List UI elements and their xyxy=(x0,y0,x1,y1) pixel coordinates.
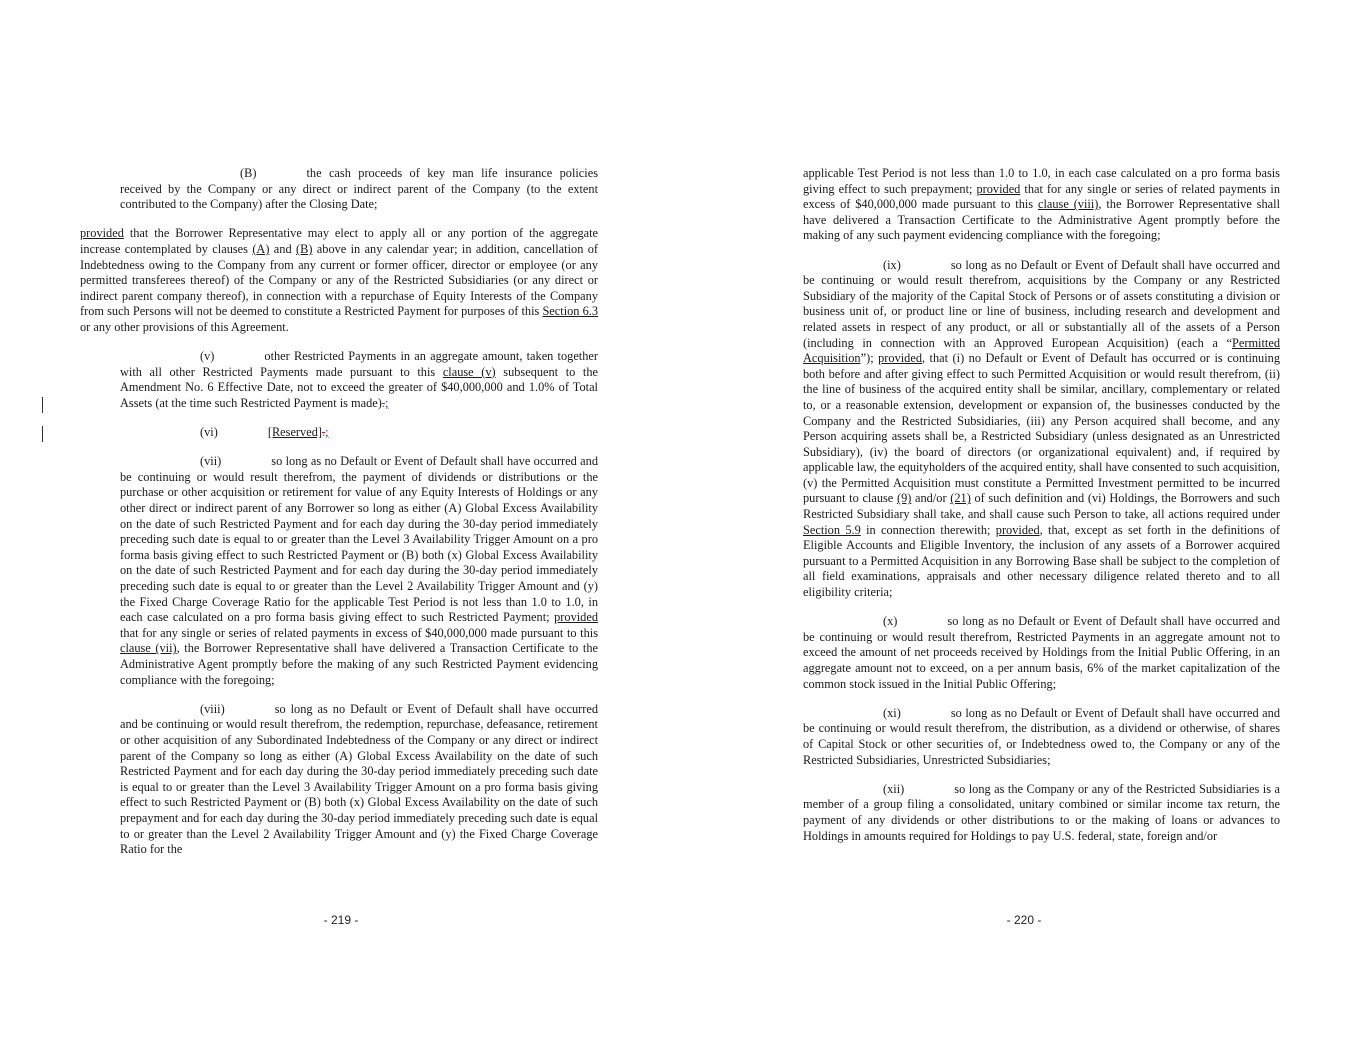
paragraph-xii: (xii) so long as the Company or any of the Restricted Subsidiaries is a member of a group filing a consolidated, unitary combined or similar income tax return, the payment of any dividends or other distributions to or the making of loans or advances to Holdings in amounts required for Holdings to pay U.S. federal, state, foreign and/or xyxy=(803,781,1280,843)
page-number: - 219 - xyxy=(323,913,359,927)
clause-number: (x) xyxy=(883,614,898,629)
paragraph-x: (x) so long as no Default or Event of Default shall have occurred and be continuing or would result therefrom, Restricted Payments in an aggregate amount not to exceed the amount of net proceeds received by Holdings from the Initial Public Offering, in an aggregate amount not to exceed, on a per annum basis, 6% of the market capitalization of the common stock issued in the Initial Public Offering; xyxy=(803,614,1280,691)
clause-number: (B) xyxy=(240,166,257,180)
paragraph-v: (v) other Restricted Payments in an aggregate amount, taken together with all other Restricted Payments made pursuant to this clause (v) subsequent to the Amendment No. 6 Effective Date, not to exceed the greater of $40,000,000 and 1.0% of Total Assets (at the time such Restricted Payment is made).; xyxy=(120,349,599,410)
provided-term: provided xyxy=(878,351,922,366)
inserted-text: ; xyxy=(325,425,329,440)
paragraph-provided: provided that the Borrower Representative may elect to apply all or any portion of the aggregate increase contemplated by clauses (A) and (B) above in any calendar year; in addition, cancellation of Indebtedness owing to the Company from any current or former officer, director or employee (or any permitted transferees thereof) of the Company or any of the Restricted Subsidiaries (or any direct or indirect parent company thereof), in connection with a repurchase of Equity Interests of the Company from such Persons will not be deemed to constitute a Restricted Payment for purposes of this Section 6.3 or any other provisions of this Agreement. xyxy=(80,226,598,334)
clause-vii-ref: clause (vii) xyxy=(120,641,177,656)
right-column xyxy=(803,166,1280,844)
clause-9-ref: (9) xyxy=(896,491,912,506)
provided-term: provided xyxy=(976,181,1021,196)
left-column xyxy=(80,166,598,858)
change-bar-vi xyxy=(42,426,43,442)
provided-term: provided xyxy=(80,226,124,241)
page-219 xyxy=(0,0,682,1055)
clause-21-ref: (21) xyxy=(950,491,971,506)
clause-v-ref: clause (v) xyxy=(442,364,496,379)
section-ref: Section 6.3 xyxy=(542,304,598,319)
provided-term-2: provided xyxy=(995,522,1040,537)
paragraph-xi: (xi) so long as no Default or Event of Default shall have occurred and be continuing or would result therefrom, the distribution, as a dividend or otherwise, of shares of Capital Stock or other securities of, or Indebtedness owed to, the Company or any of the Restricted Subsidiaries, Unrestricted Subsidiaries; xyxy=(803,705,1280,767)
permitted-acquisition-term: Permitted Acquisition xyxy=(803,335,1280,366)
section-ref: Section 5.9 xyxy=(803,522,861,537)
paragraph-vi xyxy=(120,425,598,441)
clause-B-ref: (B) xyxy=(295,241,313,256)
deleted-text: . xyxy=(321,425,326,440)
page-number: - 220 - xyxy=(1006,913,1042,927)
paragraph-vii: (vii) so long as no Default or Event of Default shall have occurred and be continuing or would result therefrom, the payment of dividends or distributions or the purchase or other acquisition or retirement for value of any Equity Interests of Holdings or any other direct or indirect parent of any Borrower so long as either (A) Global Excess Availability on the date of such Restricted Payment and for each day during the 30-day period immediately preceding such date is equal to or greater than the Level 3 Availability Trigger Amount on a pro forma basis giving effect to such Restricted Payment or (B) both (x) Global Excess Availability on the date of such Restricted Payment and for each day during the 30-day period immediately preceding such date is equal to or greater than the Level 2 Availability Trigger Amount and (y) the Fixed Charge Coverage Ratio for the applicable Test Period is not less than 1.0 to 1.0, in each case calculated on a pro forma basis giving effect to such Restricted Payment; provided that for any single or series of related payments in excess of $40,000,000 made pursuant to this clause (vii), the Borrower Representative shall have delivered a Transaction Certificate to the Administrative Agent promptly before the making of any such Restricted Payment evidencing compliance with the foregoing; xyxy=(120,454,598,687)
change-bar-v xyxy=(42,397,43,413)
paragraph-viii-cont: applicable Test Period is not less than 1.0 to 1.0, in each case calculated on a pro forma basis giving effect to such prepayment; provided that for any single or series of related payments in excess of $40,000,000 made pursuant to this clause (viii), the Borrower Representative shall have delivered a Transaction Certificate to the Administrative Agent promptly before the making of any such payment evidencing compliance with the foregoing; xyxy=(803,166,1280,243)
inserted-text: ; xyxy=(385,395,389,410)
deleted-text: . xyxy=(381,395,385,410)
clause-number: (xii) xyxy=(883,781,905,796)
paragraph-ix: (ix) so long as no Default or Event of Default shall have occurred and be continuing or would result therefrom, acquisitions by the Company or any Restricted Subsidiary of the majority of the Capital Stock of Persons or of assets constituting a division or business unit of, or product line or line of business, including research and development and related assets in respect of any product, or all or substantially all of the assets of a Person (including in connection with an Approved European Acquisition) (each a “Permitted Acquisition”); provided, that (i) no Default or Event of Default has occurred or is continuing both before and after giving effect to such Permitted Acquisition or would result therefrom, (ii) the line of business of the acquired entity shall be similar, ancillary, complementary or related to, or a reasonable extension, development or expansion of, the businesses conducted by the Company and the Restricted Subsidiaries, (iii) any Person acquired shall become, and any Person acquiring assets shall be, a Restricted Subsidiary (unless designated as an Unrestricted Subsidiary), (iv) the board of directors (or organizational equivalent) and, if required by applicable law, the equityholders of the acquired entity, shall have consented to such acquisition, (v) the Permitted Acquisition must constitute a Permitted Investment permitted to be incurred pursuant to clause (9) and/or (21) of such definition and (vi) Holdings, the Borrowers and such Restricted Subsidiary shall take, and shall cause such Person to take, all actions required under Section 5.9 in connection therewith; provided, that, except as set forth in the definitions of Eligible Accounts and Eligible Inventory, the inclusion of any assets of a Borrower acquired pursuant to a Permitted Acquisition in any Borrowing Base shall be subject to the completion of all field examinations, appraisals and other necessary diligence related thereto and to all eligibility criteria; xyxy=(803,257,1280,600)
clause-number: (v) xyxy=(200,349,215,364)
clause-A-ref: (A) xyxy=(252,241,270,256)
clause-number: (xi) xyxy=(883,705,901,720)
provided-term: provided xyxy=(554,610,598,625)
clause-number: (viii) xyxy=(200,701,225,716)
clause-number: (ix) xyxy=(883,257,901,272)
paragraph-viii: (viii) so long as no Default or Event of Default shall have occurred and be continuing or would result therefrom, the redemption, repurchase, defeasance, retirement or other acquisition of any Subordinated Indebtedness of the Company or any direct or indirect parent of the Company so long as either (A) Global Excess Availability on the date of such Restricted Payment and for each day during the 30-day period immediately preceding such date is equal to or greater than the Level 3 Availability Trigger Amount on a pro forma basis giving effect to such Restricted Payment or (B) both (x) Global Excess Availability on the date of such prepayment and for each day during the 30-day period immediately preceding such date is equal to or greater than the Level 2 Availability Trigger Amount and (y) the Fixed Charge Coverage Ratio for the xyxy=(120,701,598,857)
page-220 xyxy=(683,0,1365,1055)
paragraph-B: (B) the cash proceeds of key man life insurance policies received by the Company or any direct or indirect parent of the Company (to the extent contributed to the Company) after the Closing Date; xyxy=(120,166,598,212)
clause-number: (vii) xyxy=(200,454,222,469)
clause-number: (vi) xyxy=(200,425,218,440)
reserved-text: [Reserved] xyxy=(267,425,322,440)
clause-viii-ref: clause (viii) xyxy=(1037,197,1099,212)
